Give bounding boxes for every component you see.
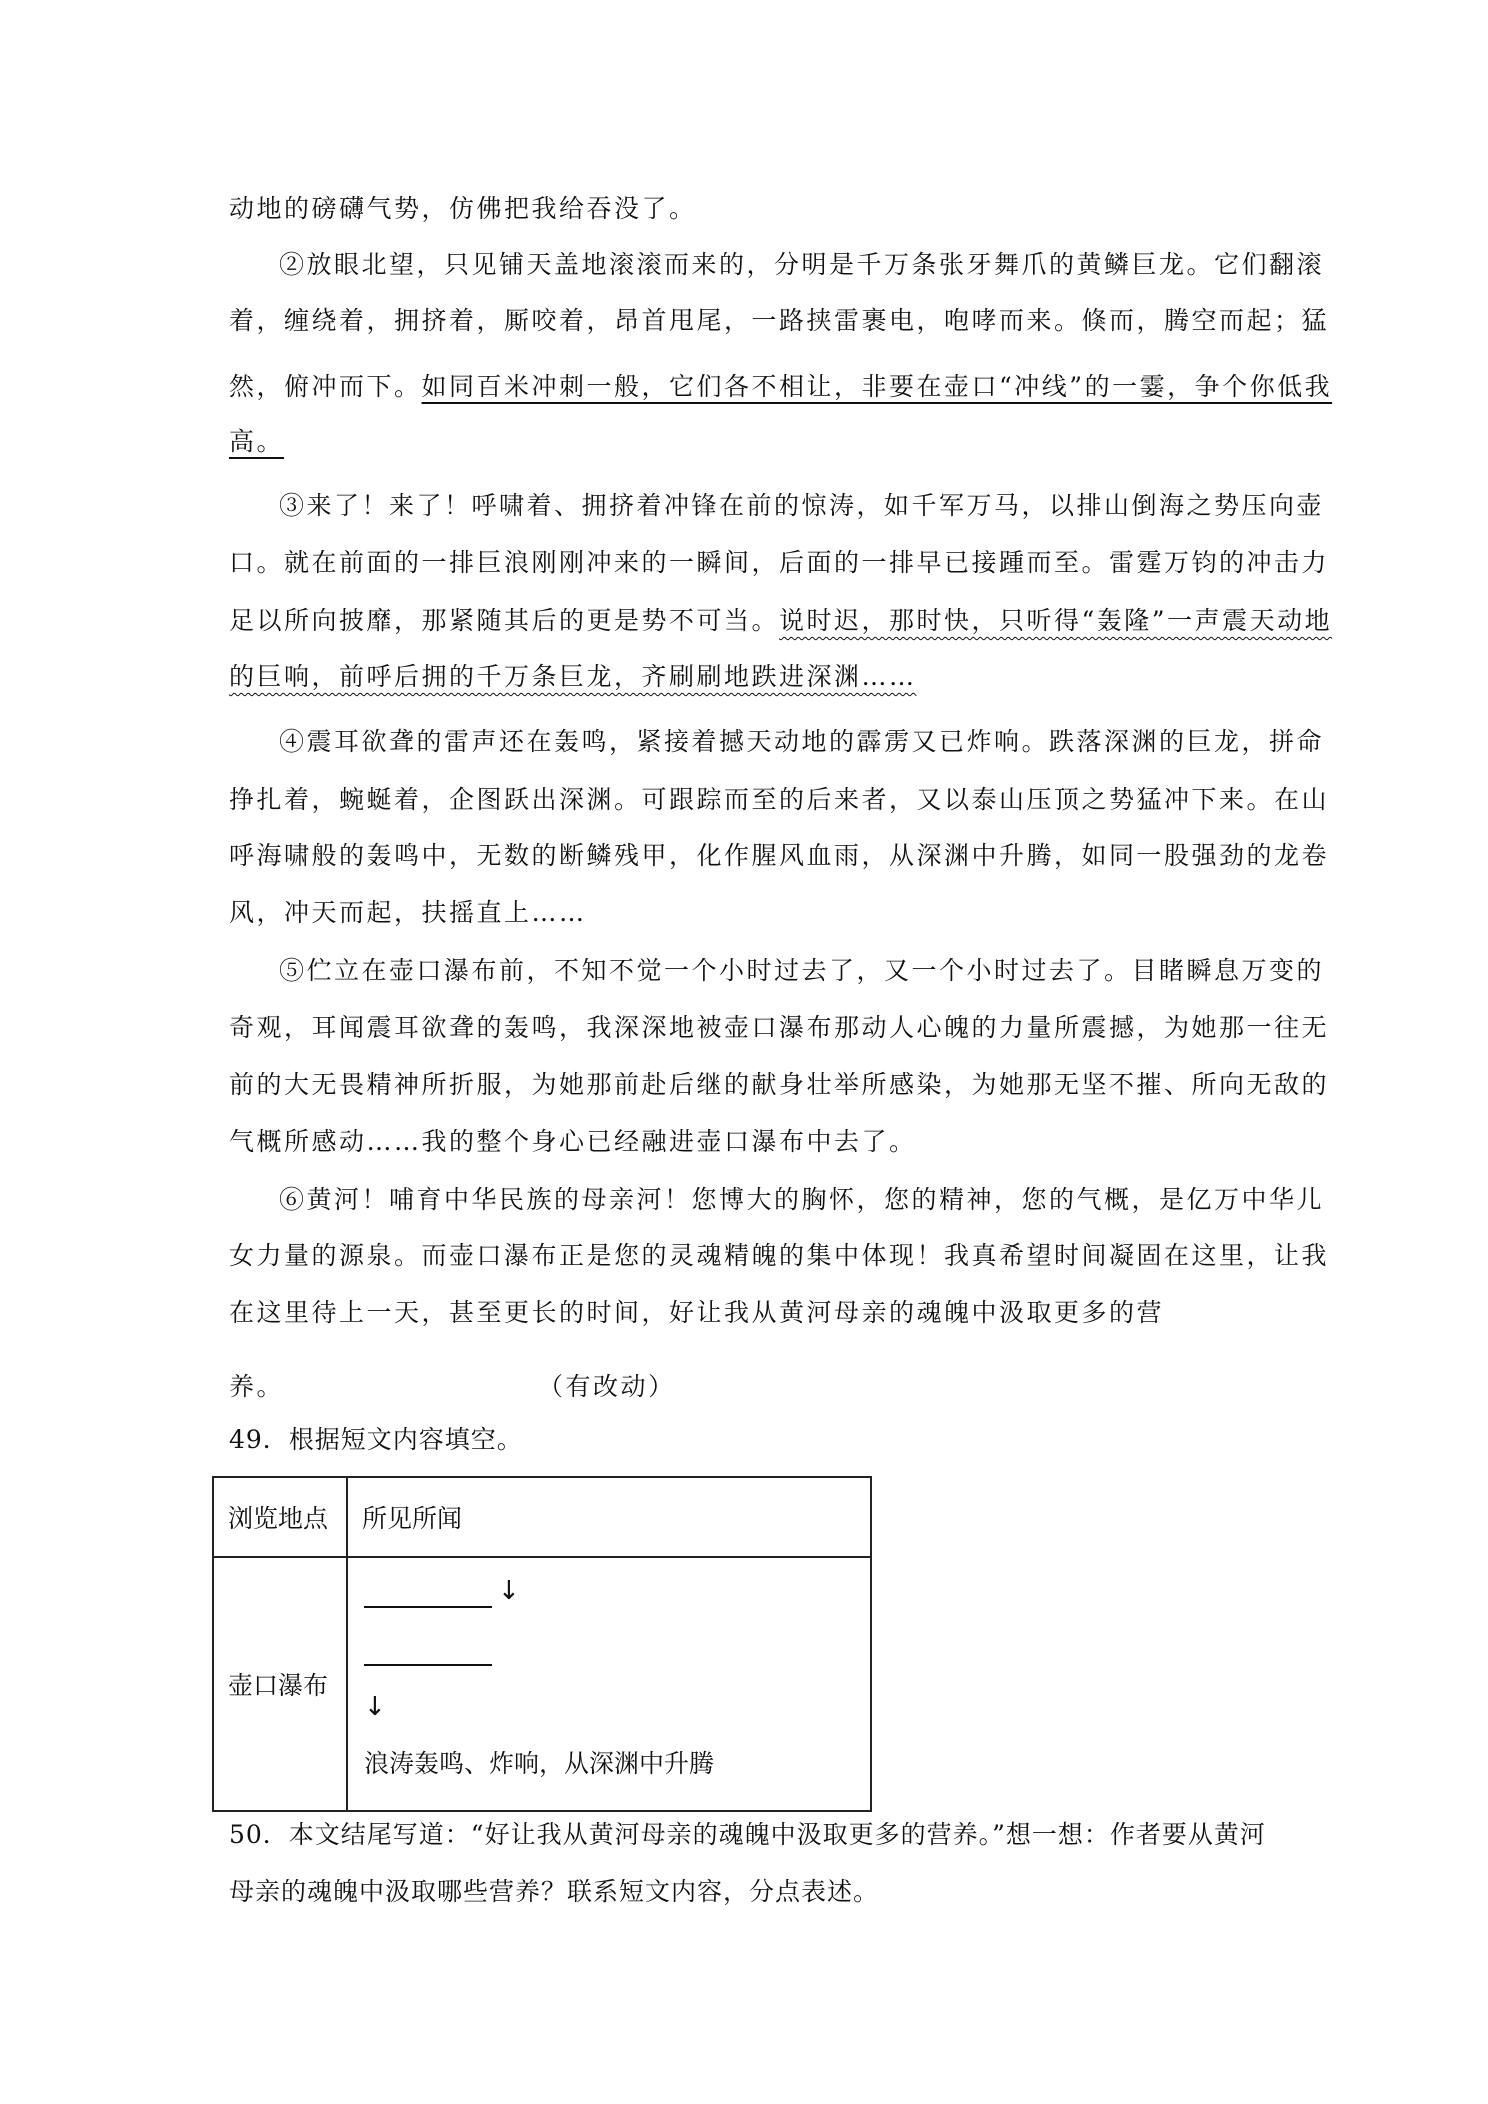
- paragraph-6-line: 女力量的源泉。而壶口瀑布正是您的灵魂精魄的集中体现！我真希望时间凝固在这里，让我: [229, 1241, 1330, 1270]
- paragraph-5-line: 前的大无畏精神所折服，为她那前赴后继的献身壮举所感染，为她那无坚不摧、所向无敌的: [229, 1070, 1330, 1099]
- paragraph-2-line: 着，缠绕着，拥挤着，厮咬着，昂首甩尾，一路挟雷裹电，咆哮而来。倏而，腾空而起；猛: [229, 306, 1330, 335]
- paragraph-3-line: [229, 659, 917, 695]
- table-header-location: 浏览地点: [213, 1477, 347, 1557]
- paragraph-5-line: 奇观，耳闻震耳欲聋的轰鸣，我深深地被壶口瀑布那动人心魄的力量所震撼，为她那一往无: [229, 1013, 1330, 1042]
- paragraph-6-line: ⑥黄河！哺育中华民族的母亲河！您博大的胸怀，您的精神，您的气概，是亿万中华儿: [279, 1185, 1325, 1214]
- table-row: [213, 1557, 871, 1811]
- table-cell-location: 壶口瀑布: [213, 1557, 347, 1811]
- plain-text: 然，俯冲而下。: [229, 372, 422, 401]
- paragraph-5-line: 气概所感动……我的整个身心已经融进壶口瀑布中去了。: [229, 1127, 917, 1156]
- down-arrow-icon: ↓: [498, 1576, 520, 1606]
- paragraph-4-line: 呼海啸般的轰鸣中，无数的断鳞残甲，化作腥风血雨，从深渊中升腾，如同一股强劲的龙卷: [229, 841, 1330, 870]
- passage-line: 动地的磅礴气势，仿佛把我给吞没了。: [229, 194, 697, 223]
- paragraph-6-line: 在这里待上一天，甚至更长的时间，好让我从黄河母亲的魂魄中汲取更多的营: [229, 1298, 1165, 1327]
- fill-in-table: [212, 1476, 872, 1812]
- wavy-underlined-sentence: 说时迟，那时快，只听得“轰隆”一声震天动地: [779, 606, 1333, 635]
- answer-blank-2[interactable]: [364, 1664, 492, 1666]
- paragraph-4-line: ④震耳欲聋的雷声还在轰鸣，紧接着撼天动地的霹雳又已炸响。跌落深渊的巨龙，拼命: [279, 727, 1325, 756]
- paragraph-4-line: 挣扎着，蜿蜒着，企图跃出深渊。可跟踪而至的后来者，又以泰山压顶之势猛冲下来。在山: [229, 785, 1330, 814]
- table-header-observations: 所见所闻: [347, 1477, 871, 1557]
- question-50-line: 50．本文结尾写道：“好让我从黄河母亲的魂魄中汲取更多的营养。”想一想：作者要从黄河: [229, 1820, 1266, 1849]
- wavy-underlined-sentence: 的巨响，前呼后拥的千万条巨龙，齐刷刷地跌进深渊……: [229, 662, 917, 691]
- paragraph-5-line: ⑤伫立在壶口瀑布前，不知不觉一个小时过去了，又一个小时过去了。目睹瞬息万变的: [279, 956, 1325, 985]
- table-cell-observations: [347, 1557, 871, 1811]
- underlined-sentence: 高。: [229, 427, 285, 456]
- paragraph-4-line: 风，冲天而起，扶摇直上……: [229, 898, 587, 927]
- down-arrow-icon: ↓: [364, 1692, 386, 1722]
- plain-text: 足以所向披靡，那紧随其后的更是势不可当。: [229, 606, 780, 635]
- paragraph-2-line: [229, 424, 284, 460]
- given-answer: 浪涛轰鸣、炸响，从深渊中升腾: [364, 1749, 715, 1778]
- source-note: （有改动）: [538, 1372, 676, 1401]
- paragraph-3-line: 口。就在前面的一排巨浪刚刚冲来的一瞬间，后面的一排早已接踵而至。雷霆万钧的冲击力: [229, 548, 1330, 577]
- underlined-sentence: 如同百米冲刺一般，它们各不相让，非要在壶口“冲线”的一霎，争个你低我: [421, 372, 1333, 401]
- question-49-prompt: 49．根据短文内容填空。: [229, 1425, 523, 1454]
- paragraph-6-line: 养。: [229, 1372, 285, 1401]
- paragraph-2-line: [229, 369, 1332, 405]
- paragraph-3-line: [229, 603, 1332, 639]
- paragraph-3-line: ③来了！来了！呼啸着、拥挤着冲锋在前的惊涛，如千军万马，以排山倒海之势压向壶: [279, 491, 1325, 520]
- paragraph-2-line: ②放眼北望，只见铺天盖地滚滚而来的，分明是千万条张牙舞爪的黄鳞巨龙。它们翻滚: [279, 250, 1325, 279]
- question-50-line: 母亲的魂魄中汲取哪些营养？联系短文内容，分点表述。: [229, 1877, 880, 1906]
- table-header-row: [213, 1477, 871, 1557]
- answer-blank-1[interactable]: [364, 1606, 492, 1608]
